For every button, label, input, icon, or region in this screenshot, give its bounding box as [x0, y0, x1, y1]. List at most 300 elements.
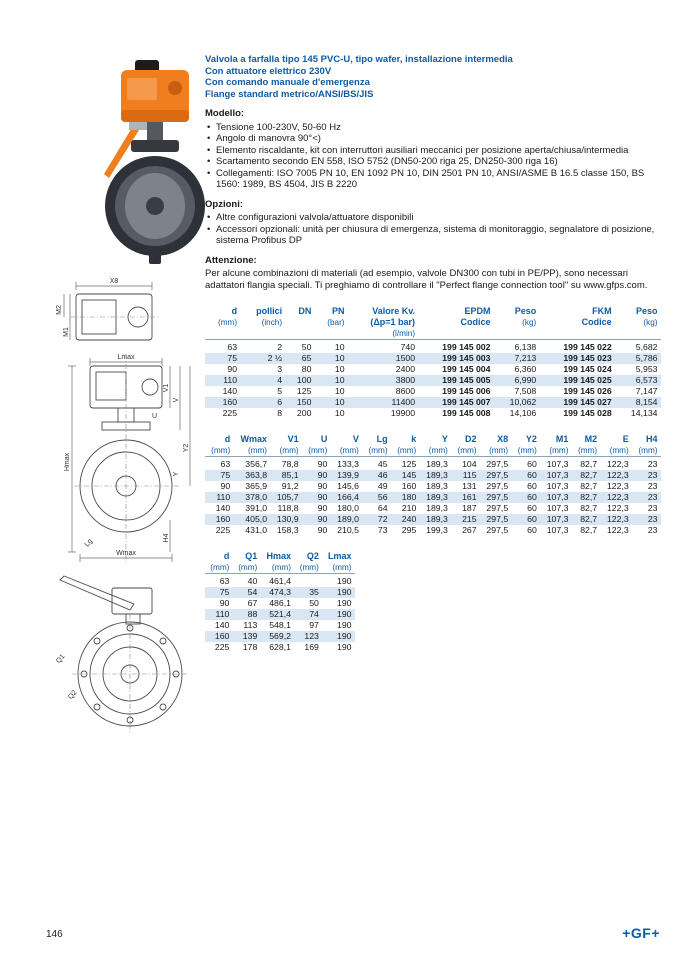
table-cell: 122,3: [601, 492, 633, 503]
section-heading-modello: Modello:: [205, 108, 245, 119]
table-cell: 23: [632, 492, 661, 503]
column-header: E: [622, 434, 629, 444]
title-line-1: Valvola a farfalla tipo 145 PVC-U, tipo wafer, installazione intermedia: [205, 54, 513, 65]
dim-label-v1: V1: [163, 383, 170, 393]
table-row: [205, 642, 355, 653]
table-cell: 113: [243, 620, 258, 630]
table-cell: 189,3: [420, 514, 452, 525]
table-cell: 88: [233, 609, 261, 620]
table-cell: 190: [322, 574, 355, 588]
table-cell: 190: [337, 620, 352, 630]
table-cell: 5: [277, 386, 283, 396]
table-row: [205, 620, 355, 631]
table-cell: 199 145 008: [442, 408, 491, 418]
dim-label-y2: Y2: [183, 443, 190, 453]
table-row: [205, 364, 661, 375]
table-cell: 118,8: [277, 503, 299, 513]
table-cell: 10: [334, 364, 345, 374]
opzioni-bullet: [205, 224, 665, 247]
table-cell: 6,990: [494, 375, 540, 386]
table-cell: 125: [391, 457, 420, 471]
table-cell: 297,5: [480, 492, 512, 503]
table-cell: 60: [512, 470, 541, 481]
table-cell: 190: [322, 631, 355, 642]
column-unit: [315, 328, 348, 340]
column-header: Lg: [376, 434, 388, 444]
table-cell: 40: [233, 574, 261, 588]
table-cell: 169: [304, 642, 319, 652]
table-cell: 199 145 023: [540, 353, 615, 364]
table-cell: 5,682: [615, 340, 661, 354]
column-header: Peso: [514, 306, 537, 316]
table-cell: 60: [527, 481, 537, 491]
table-cell: 110: [205, 375, 241, 386]
table-cell: 63: [205, 574, 233, 588]
table-cell: 297,5: [486, 503, 509, 513]
table-cell: 23: [632, 514, 661, 525]
table-cell: 107,3: [540, 457, 572, 471]
table-cell: 90: [317, 481, 328, 491]
table-cell: 11400: [348, 397, 419, 408]
bullet-text: Altre configurazioni valvola/attuatore disponibili: [216, 212, 414, 223]
table-cell: 548,1: [269, 620, 291, 630]
table-cell: 107,3: [540, 514, 572, 525]
dim-label-q1: Q1: [55, 653, 67, 665]
table-cell: 64: [377, 503, 388, 513]
table-cell: 122,3: [601, 514, 633, 525]
table-cell: 166,4: [331, 492, 363, 503]
table-cell: 50: [309, 598, 319, 608]
drawing-lever-view: [48, 570, 200, 738]
column-header: Q2: [306, 551, 319, 561]
table-cell: 107,3: [546, 503, 569, 513]
column-unit: (kg): [643, 318, 658, 327]
table-cell: 72: [362, 514, 391, 525]
table-cell: 199 145 007: [419, 397, 494, 408]
kv-codes-table: [205, 306, 661, 419]
column-unit: (inch): [261, 318, 283, 327]
column-unit: (mm): [638, 446, 658, 455]
table-cell: 19900: [390, 408, 416, 418]
dim-label-q2: Q2: [67, 689, 79, 701]
table-cell: 63: [205, 340, 241, 354]
column-unit: (mm): [271, 563, 291, 572]
table-cell: 10: [315, 340, 348, 354]
table-row: [205, 457, 661, 471]
table-cell: 5,786: [615, 353, 661, 364]
table-cell: 133,3: [331, 457, 363, 471]
dim-label-x8: X8: [109, 278, 119, 285]
table-cell: 199 145 004: [442, 364, 491, 374]
table-cell: 60: [512, 457, 541, 471]
table-cell: 122,3: [606, 503, 629, 513]
table-cell: 107,3: [546, 481, 569, 491]
table-cell: 6: [241, 397, 286, 408]
gf-logo: +GF+: [622, 925, 660, 941]
column-unit: (mm): [457, 446, 477, 455]
table-cell: 23: [647, 525, 658, 535]
column-unit: [419, 328, 494, 340]
column-header: U: [320, 434, 328, 444]
table-cell: 267: [462, 525, 477, 535]
bullet-text: Angolo di manovra 90°<): [216, 133, 321, 144]
table-cell: 2400: [395, 364, 416, 374]
table-cell: 67: [247, 598, 258, 608]
table-cell: 60: [527, 525, 537, 535]
table-row: [205, 386, 661, 397]
table-cell: 7,508: [514, 386, 537, 396]
column-unit: (mm): [397, 446, 417, 455]
table-cell: 145: [391, 470, 420, 481]
table-cell: 49: [377, 481, 388, 491]
modello-bullet: [205, 168, 665, 191]
bullet-text: Collegamenti: ISO 7005 PN 10, EN 1092 PN 10, DIN 2501 PN 10, ANSI/ASME B 16.5 classe 150, BS 1560: 1989, BS 4504, JIS B 2220: [216, 167, 645, 190]
column-header: D2: [465, 434, 477, 444]
table-cell: 365,9: [245, 481, 268, 491]
table-cell: 122,3: [606, 525, 629, 535]
table-cell: 405,0: [234, 514, 271, 525]
table-cell: 75: [205, 470, 234, 481]
table-cell: 46: [362, 470, 391, 481]
table-row: [205, 340, 661, 354]
column-unit: (mm): [368, 446, 388, 455]
table-cell: 461,4: [261, 574, 295, 588]
column-unit: (l/min): [392, 329, 416, 338]
column-unit: [286, 317, 315, 328]
modello-bullet: [205, 156, 665, 168]
column-unit: (mm): [578, 446, 598, 455]
table-cell: 5,953: [635, 364, 658, 374]
valve-stem: [147, 122, 163, 142]
table-cell: 10: [334, 408, 345, 418]
column-unit: (mm): [279, 446, 299, 455]
column-header: V1: [287, 434, 299, 444]
table-cell: 23: [647, 503, 658, 513]
page-number: 146: [46, 929, 63, 940]
table-cell: [294, 574, 322, 588]
bullet-text: Accessori opzionali: unità per chiusura di emergenza, sistema di monitoraggio, segnalatore di posizione, sistema Profibus DP: [216, 223, 655, 246]
table-cell: 150: [286, 397, 315, 408]
table-cell: 189,3: [420, 470, 452, 481]
table-cell: 190: [322, 587, 355, 598]
table-cell: 190: [337, 642, 352, 652]
table-cell: 199 145 005: [419, 375, 494, 386]
table-row: [205, 397, 661, 408]
column-unit: (mm): [489, 446, 509, 455]
table-cell: 90: [302, 492, 331, 503]
table-cell: 82,7: [572, 492, 601, 503]
column-header: FKM: [592, 306, 612, 316]
table-cell: 189,3: [426, 503, 448, 513]
table-cell: 6,573: [615, 375, 661, 386]
table-cell: 90: [227, 364, 238, 374]
column-header: Valore Kv.: [372, 306, 416, 316]
table-cell: 474,3: [261, 587, 295, 598]
dim-label-lmax: Lmax: [117, 354, 135, 361]
table-row: [205, 587, 355, 598]
table-cell: 82,7: [572, 514, 601, 525]
section-heading-opzioni: Opzioni:: [205, 198, 243, 210]
table-row: [205, 598, 355, 609]
table-row: [205, 503, 661, 514]
table-cell: 140: [222, 386, 238, 396]
table-cell: 297,5: [486, 525, 509, 535]
dim-label-m2: M2: [56, 305, 63, 315]
table-cell: 90: [302, 457, 331, 471]
page-title: [205, 54, 665, 100]
dim-label-m1: M1: [63, 327, 70, 337]
table-cell: 363,8: [234, 470, 271, 481]
table-cell: 356,7: [234, 457, 271, 471]
column-unit: (bar): [327, 318, 345, 327]
bullet-text: Scartamento secondo EN 558, ISO 5752 (DN50-200 riga 25, DN250-300 riga 16): [216, 156, 558, 167]
table-cell: 54: [233, 587, 261, 598]
table-cell: 107,3: [540, 470, 572, 481]
table-cell: 210,5: [337, 525, 359, 535]
column-unit: (mm): [609, 446, 629, 455]
table-row: [205, 514, 661, 525]
table-cell: 56: [362, 492, 391, 503]
column-unit: (mm): [299, 563, 319, 572]
table-cell: 8600: [395, 386, 416, 396]
modello-bullet: [205, 122, 665, 134]
table-cell: 75: [205, 587, 233, 598]
table-cell: 90: [219, 598, 230, 608]
table-cell: 297,5: [480, 470, 512, 481]
column-unit: (mm): [517, 446, 537, 455]
table-cell: 3800: [348, 375, 419, 386]
table-cell: 180,0: [337, 503, 359, 513]
table-cell: 297,5: [480, 457, 512, 471]
column-header: Y2: [525, 434, 537, 444]
table-cell: 23: [632, 470, 661, 481]
table-cell: 160: [205, 514, 234, 525]
height-table: [205, 551, 355, 653]
table-cell: 110: [205, 609, 233, 620]
table-cell: 73: [377, 525, 388, 535]
table-cell: 199 145 003: [419, 353, 494, 364]
column-header: Q1: [245, 551, 258, 561]
column-header: d: [231, 306, 238, 316]
table-row: [205, 353, 661, 364]
table-cell: 10,062: [494, 397, 540, 408]
table-cell: 122,3: [601, 457, 633, 471]
title-line-3: Con comando manuale d'emergenza: [205, 77, 370, 88]
table-cell: 82,7: [580, 481, 598, 491]
table-cell: 82,7: [572, 457, 601, 471]
table-cell: 107,3: [546, 525, 569, 535]
table-cell: 82,7: [572, 470, 601, 481]
table-cell: 130,9: [271, 514, 303, 525]
table-cell: 82,7: [580, 503, 598, 513]
content-column: [205, 54, 665, 653]
table-cell: 63: [205, 457, 234, 471]
column-header: d: [223, 551, 230, 561]
column-unit: Codice: [460, 317, 491, 327]
table-row: [205, 470, 661, 481]
table-cell: 391,0: [245, 503, 268, 513]
table-row: [205, 481, 661, 492]
dim-label-lg: Lg: [83, 537, 95, 549]
modello-bullet: [205, 145, 665, 157]
table-cell: 378,0: [234, 492, 271, 503]
table-cell: 140: [214, 620, 230, 630]
table-cell: 6,360: [514, 364, 537, 374]
column-unit: [494, 328, 540, 340]
table-cell: 122,3: [606, 481, 629, 491]
table-cell: 190: [337, 598, 352, 608]
dim-label-y: Y: [173, 471, 180, 477]
table-cell: 180: [391, 492, 420, 503]
table-cell: 107,3: [540, 492, 572, 503]
table-cell: 75: [205, 353, 241, 364]
column-header: Lmax: [327, 551, 352, 561]
bullet-text: Elemento riscaldante, kit con interruttori ausiliari meccanici per posizione aperta/chiusa/intermedia: [216, 144, 629, 156]
table-cell: 91,2: [281, 481, 299, 491]
table-cell: 4: [241, 375, 286, 386]
table-cell: 125: [296, 386, 312, 396]
column-header: Peso: [635, 306, 658, 316]
table-cell: 23: [647, 481, 658, 491]
product-photo: [103, 58, 207, 268]
column-unit: [205, 328, 241, 340]
title-line-4: Flange standard metrico/ANSI/BS/JIS: [205, 88, 374, 100]
table-cell: 10: [315, 397, 348, 408]
table-cell: 7,213: [494, 353, 540, 364]
table-row: [205, 375, 661, 386]
table-cell: 7,147: [635, 386, 658, 396]
table-cell: 189,0: [331, 514, 363, 525]
column-header: V: [352, 434, 359, 444]
column-unit: (mm): [428, 446, 448, 455]
table-cell: 2: [241, 340, 286, 354]
table-cell: 45: [362, 457, 391, 471]
title-line-2: Con attuatore elettrico 230V: [205, 65, 332, 77]
table-cell: 140: [215, 503, 231, 513]
table-cell: 190: [322, 609, 355, 620]
table-row: [205, 609, 355, 620]
column-header: X8: [497, 434, 509, 444]
table-cell: 78,8: [271, 457, 303, 471]
table-cell: 160: [205, 397, 241, 408]
table-cell: 199 145 006: [442, 386, 491, 396]
table-cell: 123: [294, 631, 322, 642]
table-cell: 60: [512, 514, 541, 525]
table-cell: 431,0: [245, 525, 268, 535]
table-cell: 189,3: [420, 457, 452, 471]
table-cell: 199 145 026: [563, 386, 612, 396]
dim-label-h4: H4: [163, 533, 170, 543]
table-cell: 139,9: [331, 470, 363, 481]
table-cell: 50: [286, 340, 315, 354]
dim-label-u: U: [152, 413, 158, 420]
table-cell: 60: [527, 503, 537, 513]
table-cell: 10: [315, 375, 348, 386]
table-cell: 200: [296, 408, 312, 418]
table-row: [205, 631, 355, 642]
table-cell: 160: [401, 481, 417, 491]
table-cell: 225: [214, 642, 230, 652]
table-cell: 10: [315, 353, 348, 364]
column-unit: (mm): [217, 318, 238, 327]
table-cell: 145,6: [337, 481, 359, 491]
table-cell: 14,134: [630, 408, 658, 418]
table-cell: 8,154: [615, 397, 661, 408]
column-unit: (mm): [549, 446, 569, 455]
table-cell: 158,3: [276, 525, 299, 535]
table-cell: 10: [334, 386, 345, 396]
column-header: d: [224, 434, 231, 444]
attenzione-text: Per alcune combinazioni di materiali (ad esempio, valvole DN300 con tubi in PE/PP), sono necessari adattatori flangia speciali. Ti preghiamo di controllare il "Perfect flange connection tool" su www.gfps.com.: [205, 268, 648, 291]
column-unit: (mm): [211, 446, 231, 455]
table-cell: 189,3: [420, 492, 452, 503]
column-unit: [241, 328, 286, 340]
table-cell: 628,1: [269, 642, 291, 652]
table-cell: 90: [302, 470, 331, 481]
bullet-text: Tensione 100-230V, 50-60 Hz: [216, 121, 341, 133]
table-cell: 104: [451, 457, 480, 471]
table-cell: 161: [451, 492, 480, 503]
table-cell: 85,1: [271, 470, 303, 481]
table-cell: 90: [317, 503, 328, 513]
table-cell: 80: [301, 364, 312, 374]
column-header: DN: [298, 306, 312, 316]
table-cell: 90: [302, 514, 331, 525]
table-cell: 160: [205, 631, 233, 642]
table-cell: 110: [205, 492, 234, 503]
column-unit: (mm): [238, 563, 258, 572]
column-unit: [286, 328, 315, 340]
table-cell: 521,4: [261, 609, 295, 620]
table-cell: 199 145 002: [419, 340, 494, 354]
table-cell: 740: [348, 340, 419, 354]
table-cell: 225: [215, 525, 231, 535]
column-header: M2: [584, 434, 598, 444]
table-cell: 6,138: [494, 340, 540, 354]
column-unit: (mm): [339, 446, 359, 455]
table-cell: 199 145 028: [563, 408, 612, 418]
table-cell: 199 145 024: [563, 364, 612, 374]
table-cell: 199 145 027: [540, 397, 615, 408]
column-unit: [615, 328, 661, 340]
table-cell: 100: [286, 375, 315, 386]
column-unit: Codice: [581, 317, 612, 327]
table-cell: 8: [277, 408, 283, 418]
table-cell: 2 ½: [241, 353, 286, 364]
table-cell: 1500: [348, 353, 419, 364]
table-cell: 60: [512, 492, 541, 503]
section-heading-attenzione: Attenzione:: [205, 254, 257, 266]
column-unit: (Δp=1 bar): [370, 317, 416, 327]
table-cell: 122,3: [601, 470, 633, 481]
table-cell: 3: [277, 364, 283, 374]
column-header: Y: [441, 434, 448, 444]
table-cell: 187: [462, 503, 477, 513]
table-cell: 189,3: [426, 481, 448, 491]
column-unit: (kg): [522, 318, 537, 327]
table-cell: 199 145 025: [540, 375, 615, 386]
table-cell: 90: [220, 481, 231, 491]
table-cell: 97: [309, 620, 319, 630]
table-cell: 199,3: [426, 525, 448, 535]
column-unit: (mm): [308, 446, 328, 455]
table-cell: 131: [462, 481, 477, 491]
drawing-front-view: [48, 352, 198, 566]
column-unit: [540, 328, 615, 340]
dim-label-wmax: Wmax: [116, 550, 136, 557]
table-row: [205, 525, 661, 536]
table-cell: 297,5: [480, 514, 512, 525]
